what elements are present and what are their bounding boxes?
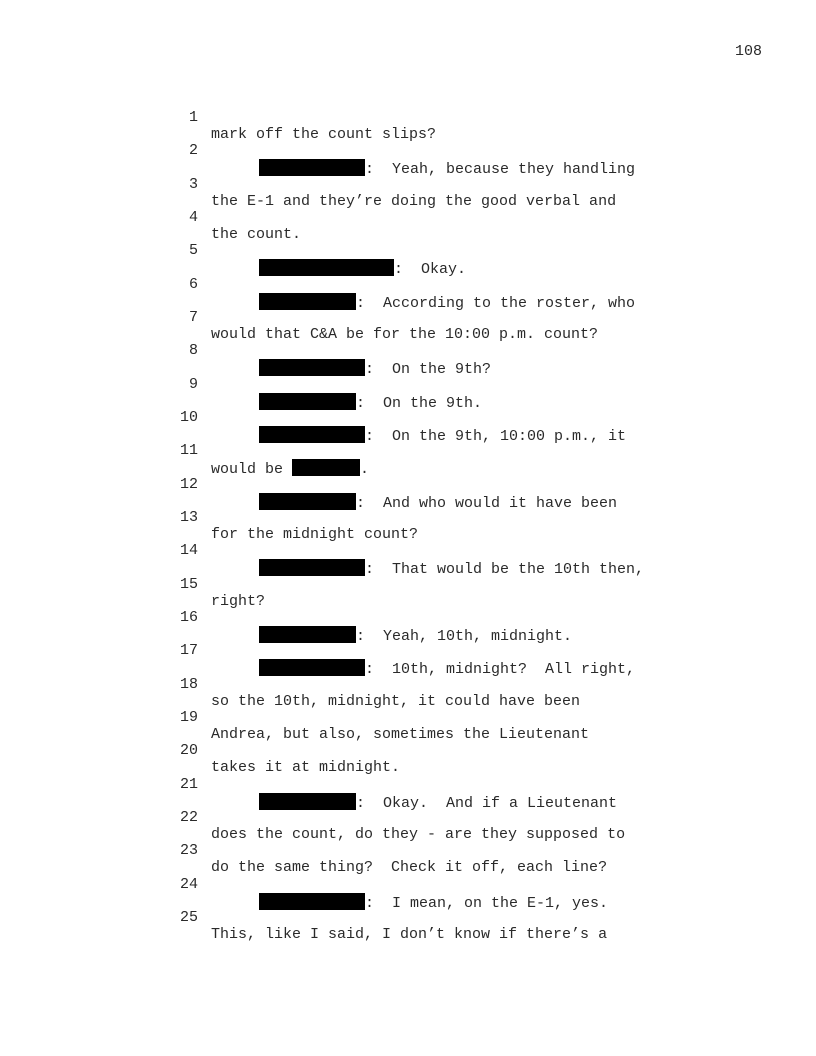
line-number: 5: [188, 242, 198, 259]
redacted-speaker-name: [259, 793, 356, 810]
line-number: 3: [188, 176, 198, 193]
redacted-speaker-name: [259, 359, 365, 376]
line-number: 17: [179, 642, 198, 659]
line-number: 2: [188, 142, 198, 159]
line-text-before: would be: [211, 461, 293, 478]
line-number: 6: [188, 276, 198, 293]
redacted-speaker-name: [259, 259, 394, 276]
line-number: 25: [179, 909, 198, 926]
transcript-line: [0, 559, 266, 610]
redacted-speaker-name: [259, 893, 365, 910]
line-text: : I mean, on the E-1, yes.: [365, 895, 609, 912]
line-text: Andrea, but also, sometimes the Lieutenant: [211, 726, 590, 743]
transcript-line: [0, 192, 302, 243]
line-number: 9: [188, 376, 198, 393]
line-text: so the 10th, midnight, it could have been: [211, 693, 581, 710]
line-text-after: .: [360, 461, 370, 478]
line-number: 16: [179, 609, 198, 626]
redacted-speaker-name: [259, 393, 356, 410]
line-number: 15: [179, 576, 198, 593]
page-number: 108: [734, 43, 762, 60]
redacted-speaker-name: [259, 293, 356, 310]
line-text: : On the 9th?: [365, 361, 492, 378]
line-number: 20: [179, 742, 198, 759]
line-text: do the same thing? Check it off, each line?: [211, 859, 608, 876]
line-text: mark off the count slips?: [211, 126, 437, 143]
line-number: 22: [179, 809, 198, 826]
transcript-line: [0, 425, 370, 478]
line-number: 21: [179, 776, 198, 793]
line-number: 10: [179, 409, 198, 426]
line-number: 4: [188, 209, 198, 226]
line-number: 7: [188, 309, 198, 326]
line-number: 13: [179, 509, 198, 526]
redacted-speaker-name: [259, 626, 356, 643]
line-number: 8: [188, 342, 198, 359]
line-number: 23: [179, 842, 198, 859]
line-number: 18: [179, 676, 198, 693]
redacted-speaker-name: [259, 426, 365, 443]
line-text: : 10th, midnight? All right,: [365, 661, 636, 678]
line-text: takes it at midnight.: [211, 759, 401, 776]
line-text: : That would be the 10th then,: [365, 561, 645, 578]
line-text: does the count, do they - are they supposed to: [211, 826, 626, 843]
line-text: This, like I said, I don’t know if there’s a: [211, 926, 608, 943]
redacted-speaker-name: [259, 659, 365, 676]
line-text: right?: [211, 593, 266, 610]
transcript-line: [0, 492, 419, 543]
line-text: the E-1 and they’re doing the good verbal and: [211, 193, 617, 210]
line-number: 14: [179, 542, 198, 559]
redacted-speaker-name: [259, 159, 365, 176]
line-number: 24: [179, 876, 198, 893]
line-text: : And who would it have been: [356, 495, 618, 512]
line-text: : Yeah, because they handling: [365, 161, 636, 178]
line-text: : Okay. And if a Lieutenant: [356, 795, 618, 812]
line-number: 19: [179, 709, 198, 726]
line-text: : On the 9th.: [356, 395, 483, 412]
line-text: : Yeah, 10th, midnight.: [356, 628, 573, 645]
line-text: the count.: [211, 226, 302, 243]
line-text: for the midnight count?: [211, 526, 419, 543]
line-text: : According to the roster, who: [356, 295, 636, 312]
line-number: 12: [179, 476, 198, 493]
transcript-line: [0, 359, 483, 412]
redacted-speaker-name: [259, 493, 356, 510]
line-text: would that C&A be for the 10:00 p.m. count?: [211, 326, 599, 343]
transcript-line: [0, 392, 627, 445]
line-text: : Okay.: [394, 261, 467, 278]
transcript-line: [0, 92, 437, 143]
redacted-name: [292, 459, 360, 476]
redacted-speaker-name: [259, 559, 365, 576]
line-text: : On the 9th, 10:00 p.m., it: [365, 428, 627, 445]
line-number: 1: [188, 109, 198, 126]
line-number: 11: [179, 442, 198, 459]
